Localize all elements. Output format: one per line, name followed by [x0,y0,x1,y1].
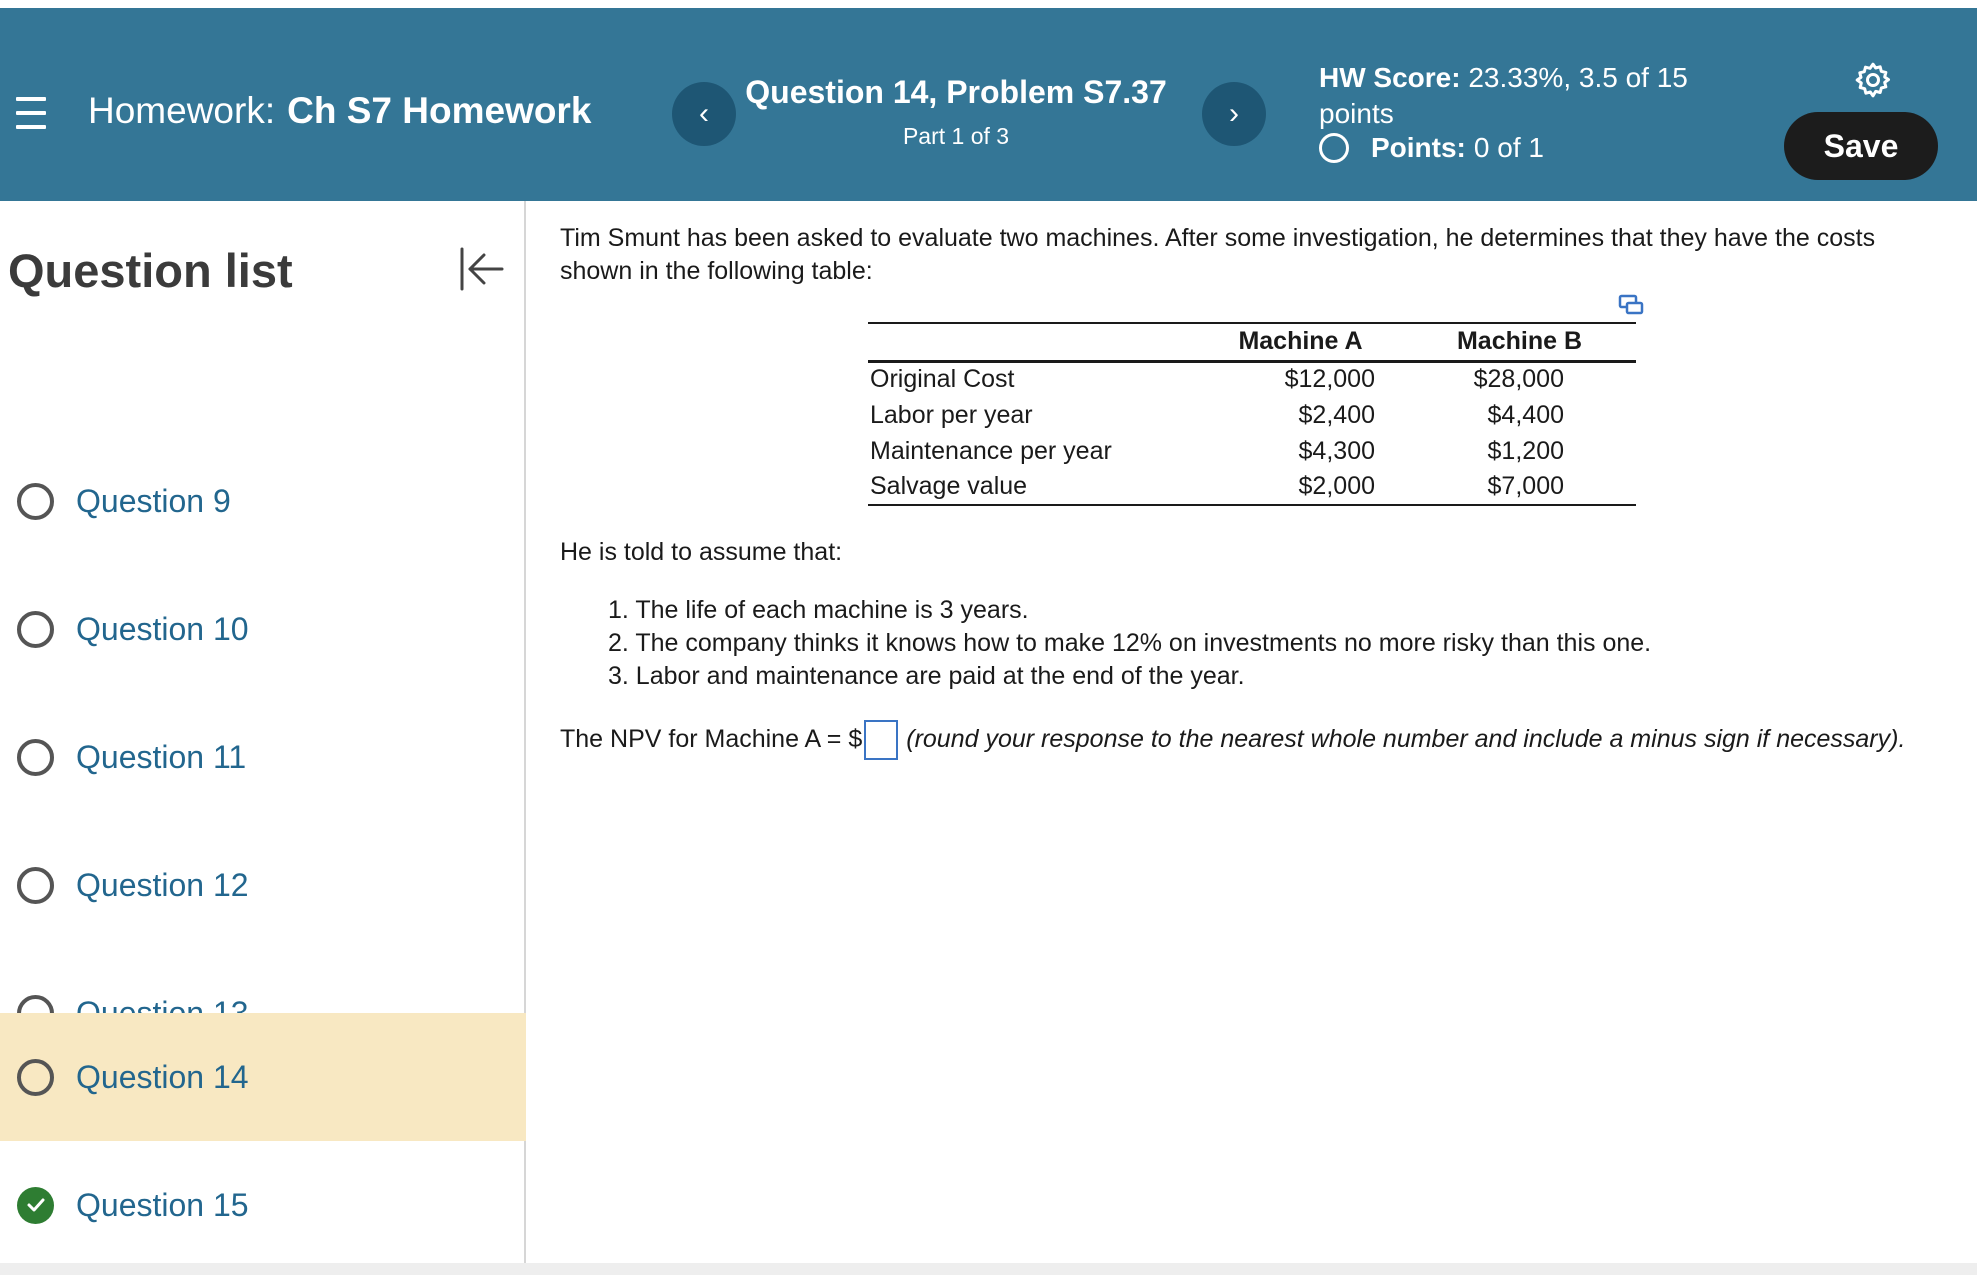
collapse-panel-icon[interactable] [458,245,506,293]
save-button[interactable]: Save [1784,112,1938,180]
question-title: Question 14, Problem S7.37 [745,74,1167,110]
machine-a-value: $2,400 [1298,400,1375,429]
points-value: 0 of 1 [1473,132,1544,163]
unanswered-circle-icon [17,1059,54,1096]
question-heading [740,74,1172,150]
answer-prefix: The NPV for Machine A = $ [560,725,863,753]
machine-cost-table [868,322,1636,506]
npv-answer-input[interactable] [864,720,898,760]
table-row [868,361,1636,397]
homework-name: Ch S7 Homework [287,90,592,131]
menu-icon[interactable] [16,97,46,129]
question-part: Part 1 of 3 [902,123,1010,149]
list-item: 3. Labor and maintenance are paid at the end of the year. [608,662,1245,690]
unanswered-circle-icon [17,483,54,520]
table-header-machine-b: Machine B [1456,327,1583,356]
table-row [868,469,1636,505]
list-item: 1. The life of each machine is 3 years. [608,596,1029,624]
machine-b-value: $7,000 [1487,472,1564,500]
row-label: Salvage value [870,472,1028,500]
answer-prompt [560,720,1960,760]
machine-b-value: $28,000 [1473,365,1564,394]
header-bar [0,8,1977,201]
question-link[interactable]: Question 11 [76,738,247,775]
hw-score-label: HW Score: [1319,62,1461,93]
machine-a-value: $4,300 [1298,436,1375,465]
unanswered-circle-icon [17,611,54,648]
points-status [1319,132,1544,164]
row-label: Original Cost [870,365,1015,394]
homework-prefix: Homework: [88,90,276,131]
chevron-left-icon: ‹ [699,97,709,130]
question-link[interactable]: Question 12 [76,866,249,903]
question-link[interactable]: Question 15 [76,1186,249,1223]
chevron-right-icon: › [1229,97,1239,130]
hw-score [1319,60,1739,132]
list-item: 2. The company thinks it knows how to make 12% on investments no more risky than this one. [608,629,1652,657]
machine-a-value: $12,000 [1284,365,1375,394]
table-header-machine-a: Machine A [1238,327,1363,356]
question-list-item-14-current[interactable] [0,1013,526,1141]
next-question-button[interactable] [1202,82,1266,146]
answer-hint: (round your response to the nearest whole number and include a minus sign if necessary). [906,725,1906,753]
table-header-blank [868,323,1198,361]
question-list-item-12[interactable] [0,821,526,949]
assumption-list [608,594,1651,693]
machine-b-value: $4,400 [1487,400,1564,429]
question-link[interactable]: Question 14 [76,1058,249,1095]
checkmark-glyph-icon [25,1194,47,1216]
problem-intro: Tim Smunt has been asked to evaluate two machines. After some investigation, he determines that they have the costs shown in the following table: [560,224,1876,285]
unanswered-circle-icon [17,739,54,776]
row-label: Maintenance per year [870,436,1112,465]
question-list-panel [0,201,526,1263]
question-link[interactable]: Question 10 [76,610,249,647]
unanswered-circle-icon [17,867,54,904]
homework-title [88,90,591,132]
question-list-title: Question list [8,244,293,297]
question-list-item-11[interactable] [0,693,526,821]
top-strip [0,0,1977,8]
table-row [868,397,1636,433]
points-label: Points: [1371,132,1466,163]
table-row [868,433,1636,469]
machine-b-value: $1,200 [1487,436,1564,465]
machine-a-value: $2,000 [1298,472,1375,500]
table-header-row [868,323,1636,361]
question-list-item-15[interactable] [0,1141,526,1269]
row-label: Labor per year [870,400,1033,429]
assumption-intro: He is told to assume that: [560,538,843,566]
question-link[interactable]: Question 9 [76,482,231,519]
question-list-item-9[interactable] [0,437,526,565]
previous-question-button[interactable] [672,82,736,146]
checkmark-icon [17,1187,54,1224]
gear-icon[interactable] [1853,60,1893,100]
copy-table-icon[interactable] [1618,294,1644,316]
points-status-icon [1319,133,1349,163]
hw-score-value: 23.33%, 3.5 of 15 points [1319,62,1688,129]
question-list-item-10[interactable] [0,565,526,693]
bottom-scroll-bar [0,1263,1977,1275]
